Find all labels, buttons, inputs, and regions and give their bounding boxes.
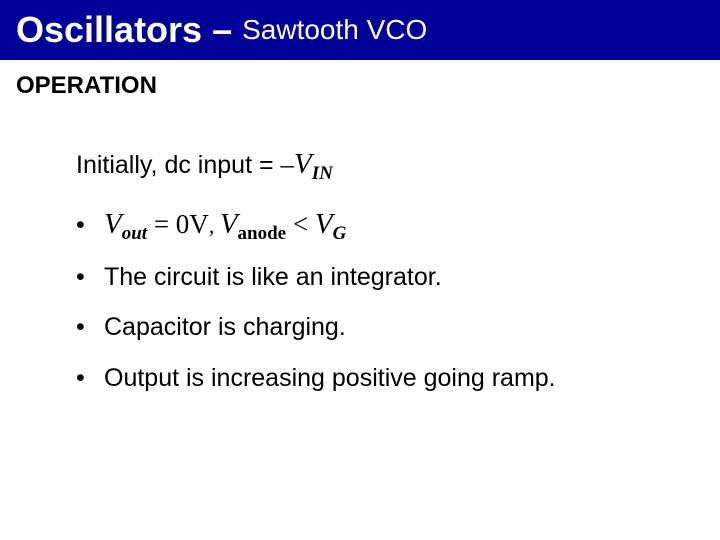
formula-bullet bbox=[76, 208, 346, 245]
formula-comma: , bbox=[208, 213, 220, 238]
formula-v-anode-subscript: anode bbox=[237, 223, 287, 244]
intro-minus-sign: – bbox=[280, 149, 295, 179]
intro-line bbox=[76, 148, 333, 185]
formula-v-anode: V bbox=[219, 208, 238, 240]
formula-v-g: V bbox=[314, 208, 333, 240]
intro-variable: V bbox=[294, 148, 312, 180]
bullet-text: Capacitor is charging. bbox=[104, 313, 346, 341]
slide-title: Oscillators – bbox=[16, 9, 233, 50]
intro-text: Initially, dc input = bbox=[76, 151, 281, 179]
bullet-item bbox=[76, 364, 556, 393]
formula-equals: = 0V bbox=[147, 209, 209, 239]
intro-variable-subscript: IN bbox=[311, 163, 333, 184]
bullet-icon: • bbox=[76, 364, 85, 392]
formula-v-out-subscript: out bbox=[121, 223, 148, 244]
bullet-icon: • bbox=[76, 211, 85, 239]
slide-subtitle: Sawtooth VCO bbox=[242, 14, 428, 45]
formula-less-than: < bbox=[286, 209, 315, 239]
section-heading: OPERATION bbox=[16, 72, 157, 99]
title-bar bbox=[0, 0, 720, 60]
bullet-text: Output is increasing positive going ramp. bbox=[104, 364, 556, 392]
bullet-text: The circuit is like an integrator. bbox=[104, 263, 442, 291]
bullet-icon: • bbox=[76, 313, 85, 341]
formula-v-out: V bbox=[104, 208, 122, 240]
bullet-item bbox=[76, 313, 346, 342]
bullet-item bbox=[76, 263, 442, 292]
bullet-icon: • bbox=[76, 263, 85, 291]
formula-v-g-subscript: G bbox=[332, 223, 347, 244]
